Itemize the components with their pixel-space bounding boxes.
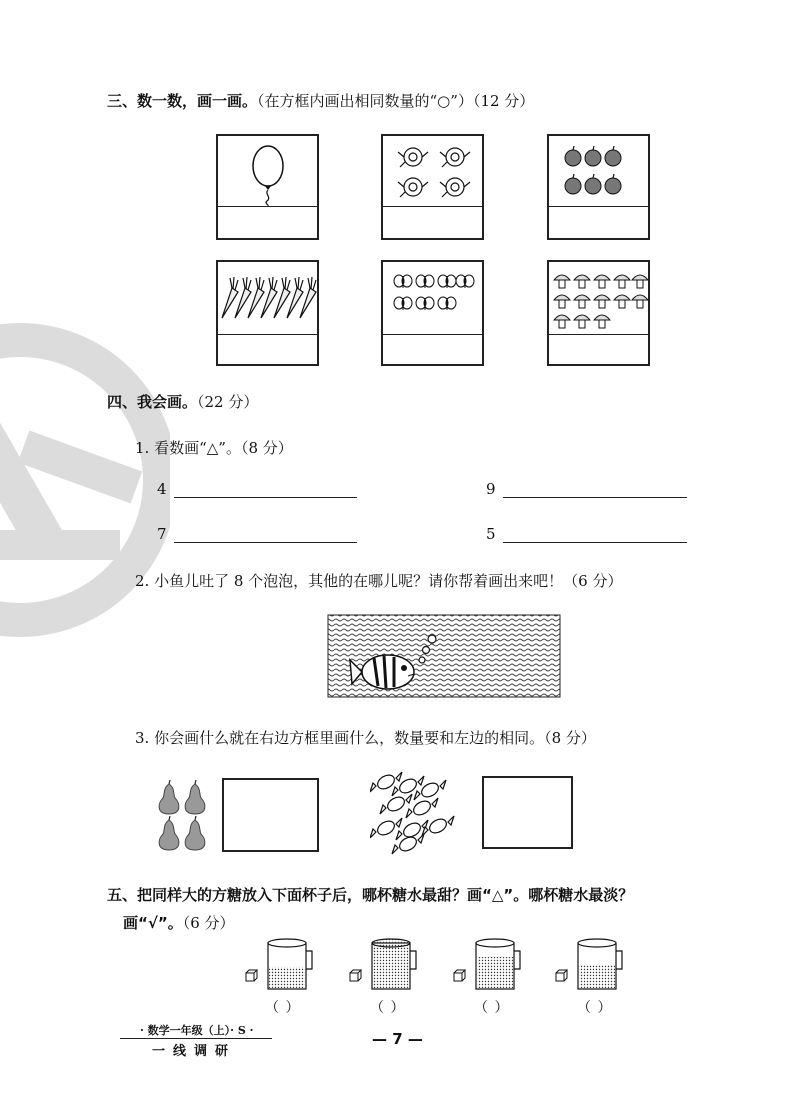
count-box-butterflies[interactable] xyxy=(381,260,484,366)
balloon-icon xyxy=(243,144,293,206)
count-box-apples[interactable] xyxy=(547,134,650,240)
answer-line[interactable] xyxy=(174,497,357,498)
footer-divider xyxy=(120,1038,272,1039)
number-label: 9 xyxy=(486,480,496,498)
section5-title-line2: 画“√”。（6 分） xyxy=(123,914,235,932)
mushroom-icon xyxy=(552,270,650,330)
count-box-carrots[interactable] xyxy=(216,260,319,366)
flower-icon xyxy=(395,142,475,202)
draw-box-pears[interactable] xyxy=(222,778,319,852)
section5-title: 五、把同样大的方糖放入下面杯子后，哪杯糖水最甜？画“△”。哪杯糖水最淡？ xyxy=(107,886,634,904)
fish-pond-picture[interactable] xyxy=(326,612,562,700)
section3-title: 三、数一数，画一画。（在方框内画出相同数量的“○”）（12 分） xyxy=(107,92,535,110)
carrot-icon xyxy=(220,274,318,324)
number-label: 7 xyxy=(157,525,167,543)
footer-book-title: · 数学一年级（上）· S · xyxy=(140,1024,254,1037)
count-box-mushrooms[interactable] xyxy=(547,260,650,366)
q2-text: 2. 小鱼儿吐了 8 个泡泡，其他的在哪儿呢？请你帮着画出来吧！（6 分） xyxy=(135,572,623,590)
pear-icon xyxy=(155,780,215,852)
answer-paren[interactable]: （ ） xyxy=(265,1000,301,1016)
number-label: 4 xyxy=(157,480,167,498)
page-number: — 7 — xyxy=(372,1030,423,1048)
footer-series: 一线调研 xyxy=(152,1044,237,1059)
number-label: 5 xyxy=(486,525,496,543)
answer-paren[interactable]: （ ） xyxy=(370,1000,406,1016)
draw-box-candies[interactable] xyxy=(482,776,573,849)
watermark-seal-icon xyxy=(0,300,170,660)
answer-line[interactable] xyxy=(503,497,687,498)
q3-text: 3. 你会画什么就在右边方框里画什么，数量要和左边的相同。（8 分） xyxy=(135,729,596,747)
answer-line[interactable] xyxy=(174,542,357,543)
q1-text: 1. 看数画“△”。（8 分） xyxy=(135,439,293,457)
answer-paren[interactable]: （ ） xyxy=(474,1000,510,1016)
answer-line[interactable] xyxy=(503,542,687,543)
candy-icon xyxy=(370,770,470,855)
section4-title: 四、我会画。（22 分） xyxy=(107,393,259,411)
answer-paren[interactable]: （ ） xyxy=(577,1000,613,1016)
butterfly-icon xyxy=(393,274,477,326)
count-box-flowers[interactable] xyxy=(381,134,484,240)
count-box-balloon[interactable] xyxy=(216,134,319,240)
cup-icon xyxy=(244,935,684,997)
apple-icon xyxy=(561,146,641,202)
